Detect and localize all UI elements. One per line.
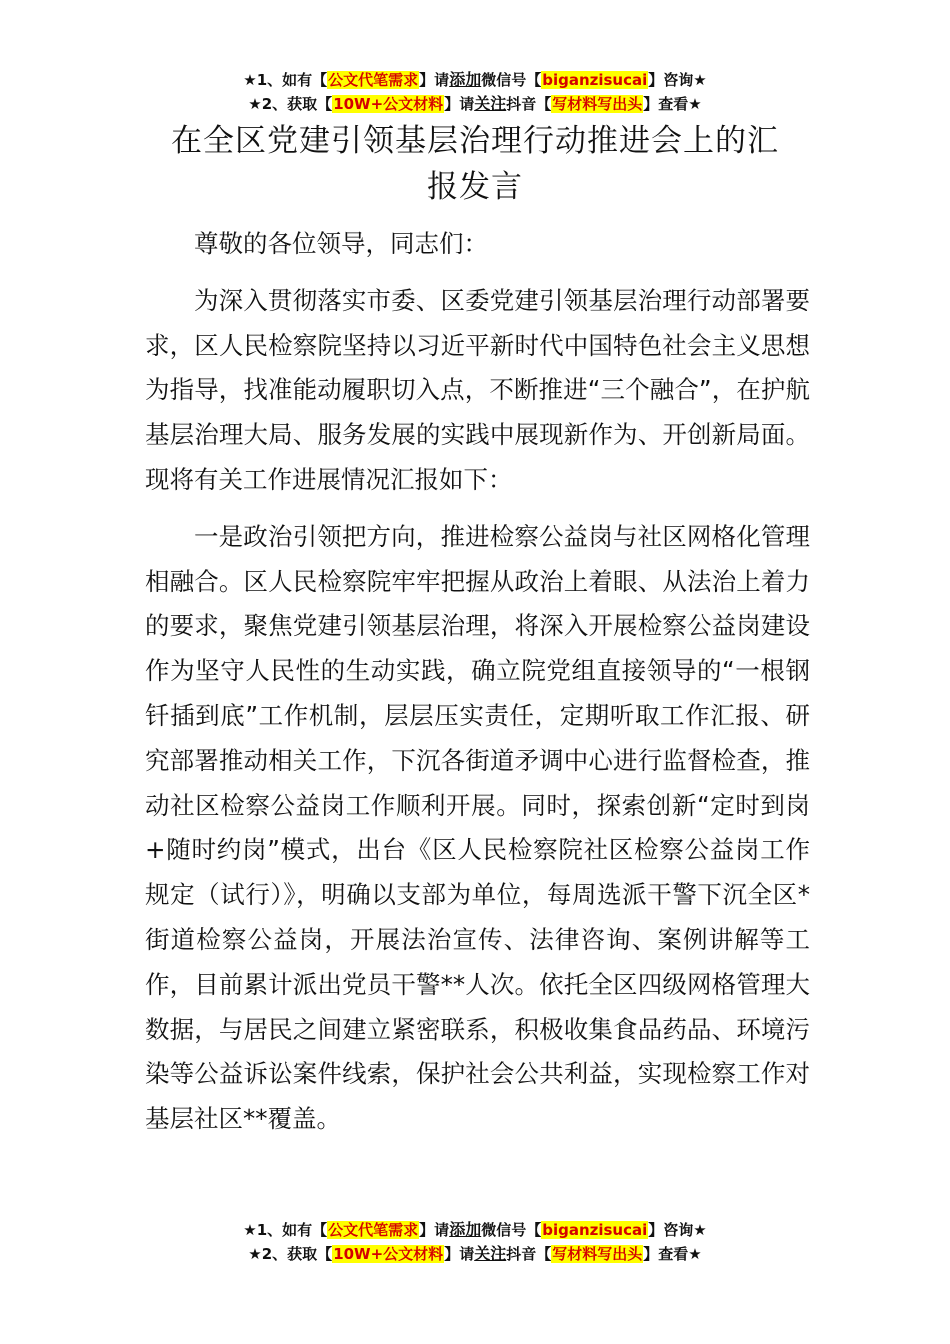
banner-text: 】请 [444, 95, 475, 113]
banner-highlight: biganzisucai [542, 1221, 648, 1239]
document-title [145, 118, 805, 210]
banner-text: 抖音【 [506, 95, 552, 113]
banner-highlight: 10W+公文材料 [333, 1245, 444, 1263]
banner-underline: 添加 [449, 1220, 482, 1239]
banner-line-1 [0, 68, 950, 92]
banner-text: ★1、如有【 [243, 71, 328, 89]
paragraph-intro: 为深入贯彻落实市委、区委党建引领基层治理行动部署要求，区人民检察院坚持以习近平新时代中国特色社会主义思想为指导，找准能动履职切入点，不断推进“三个融合”，在护航基层治理大局、服务发展的实践中展现新作为、开创新局面。现将有关工作进展情况汇报如下： [145, 285, 810, 494]
banner-text: 】请 [419, 71, 450, 89]
banner-underline: 关注 [474, 1244, 507, 1263]
banner-text: 抖音【 [506, 1245, 552, 1263]
banner-highlight: 公文代笔需求 [328, 71, 419, 89]
banner-underline: 添加 [449, 70, 482, 89]
header-banner [0, 68, 950, 116]
banner-highlight: 10W+公文材料 [333, 95, 444, 113]
banner-line-2 [0, 1242, 950, 1266]
banner-underline: 关注 [474, 94, 507, 113]
banner-highlight: 写材料写出头 [552, 95, 643, 113]
banner-text: 微信号【 [481, 1221, 542, 1239]
document-body [145, 222, 810, 1142]
banner-text: ★2、获取【 [248, 95, 333, 113]
paragraph-point-1: 一是政治引领把方向，推进检察公益岗与社区网格化管理相融合。区人民检察院牢牢把握从政治上着眼、从法治上着力的要求，聚焦党建引领基层治理，将深入开展检察公益岗建设作为坚守人民性的生动实践，确立院党组直接领导的“一根钢钎插到底”工作机制，层层压实责任，定期听取工作汇报、研究部署推动相关工作，下沉各街道矛调中心进行监督检查，推动社区检察公益岗工作顺利开展。同时，探索创新“定时到岗+随时约岗”模式，出台《区人民检察院社区检察公益岗工作规定（试行）》，明确以支部为单位，每周选派干警下沉全区*街道检察公益岗，开展法治宣传、法律咨询、案例讲解等工作，目前累计派出党员干警**人次。依托全区四级网格管理大数据，与居民之间建立紧密联系，积极收集食品药品、环境污染等公益诉讼案件线索，保护社会公共利益，实现检察工作对基层社区**覆盖。 [145, 521, 810, 1134]
banner-text: 】请 [419, 1221, 450, 1239]
banner-line-2 [0, 92, 950, 116]
banner-text: 】请 [444, 1245, 475, 1263]
banner-highlight: biganzisucai [542, 71, 648, 89]
banner-highlight: 写材料写出头 [552, 1245, 643, 1263]
banner-highlight: 公文代笔需求 [328, 1221, 419, 1239]
banner-text: 】查看★ [643, 95, 702, 113]
footer-banner [0, 1218, 950, 1266]
banner-text: 】咨询★ [648, 1221, 707, 1239]
title-line-1: 在全区党建引领基层治理行动推进会上的汇 [171, 123, 779, 159]
banner-text: ★1、如有【 [243, 1221, 328, 1239]
banner-text: ★2、获取【 [248, 1245, 333, 1263]
banner-line-1 [0, 1218, 950, 1242]
banner-text: 】查看★ [643, 1245, 702, 1263]
title-line-2: 报发言 [427, 169, 523, 205]
banner-text: 】咨询★ [648, 71, 707, 89]
salutation: 尊敬的各位领导，同志们： [194, 229, 488, 258]
banner-text: 微信号【 [481, 71, 542, 89]
